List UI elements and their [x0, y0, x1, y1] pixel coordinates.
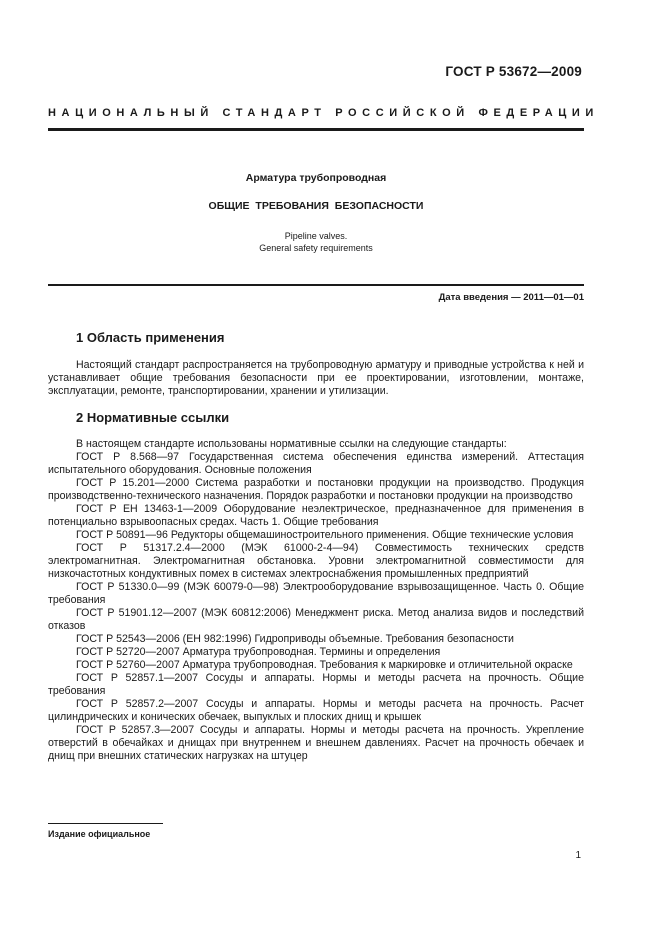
english-title-line1: Pipeline valves. — [284, 231, 348, 241]
english-title-line2: General safety requirements — [259, 243, 373, 253]
header-divider — [48, 128, 584, 131]
introduction-date: Дата введения — 2011—01—01 — [438, 292, 584, 303]
page-number: 1 — [575, 850, 581, 861]
reference-item: ГОСТ Р 15.201—2000 Система разработки и постановки продукции на производство. Продукция производственно-технического назначения. Порядок разработки и постановки продукции на производство — [48, 477, 584, 502]
reference-item: ГОСТ Р 52543—2006 (ЕН 982:1996) Гидроприводы объемные. Требования безопасности — [76, 633, 514, 645]
reference-item: ГОСТ Р 51901.12—2007 (МЭК 60812:2006) Менеджмент риска. Метод анализа видов и последствий отказов — [48, 607, 584, 632]
reference-item: ГОСТ Р 52857.1—2007 Сосуды и аппараты. Нормы и методы расчета на прочность. Общие требования — [48, 672, 584, 697]
english-title — [48, 230, 584, 254]
section-2-heading: 2 Нормативные ссылки — [76, 410, 230, 425]
title-divider — [48, 284, 584, 286]
section-1-text — [48, 359, 584, 398]
reference-item: ГОСТ Р 8.568—97 Государственная система обеспечения единства измерений. Аттестация испытательного оборудования. Основные положения — [48, 451, 584, 476]
paragraph: Настоящий стандарт распространяется на трубопроводную арматуру и приводные устройства к ней и устанавливает общие требования безопасности при ее проектировании, изготовлении, монтаже, эксплуатации, ремонте, транспортировании, хранении и утилизации. — [48, 359, 584, 397]
reference-item: ГОСТ Р 52857.2—2007 Сосуды и аппараты. Нормы и методы расчета на прочность. Расчет цилиндрических и конических обечаек, выпуклых и плоских днищ и крышек — [48, 698, 584, 723]
reference-item: ГОСТ Р 52720—2007 Арматура трубопроводная. Термины и определения — [76, 646, 441, 658]
section-1-heading: 1 Область применения — [76, 330, 225, 345]
footer-divider — [48, 823, 163, 824]
national-standard-title: НАЦИОНАЛЬНЫЙ СТАНДАРТ РОССИЙСКОЙ ФЕДЕРАЦИИ — [48, 107, 599, 119]
edition-label: Издание официальное — [48, 829, 151, 839]
references-list — [48, 438, 584, 763]
reference-item: ГОСТ Р 52857.3—2007 Сосуды и аппараты. Нормы и методы расчета на прочность. Укрепление отверстий в обечайках и днищах при внутреннем и внешнем давлениях. Расчет на прочность обечаек и днищ при внешних статических нагрузках на штуцер — [48, 724, 584, 762]
reference-item: ГОСТ Р 51330.0—99 (МЭК 60079-0—98) Электрооборудование взрывозащищенное. Часть 0. Общие требования — [48, 581, 584, 606]
document-subject: Арматура трубопроводная — [245, 172, 387, 184]
reference-item: ГОСТ Р ЕН 13463-1—2009 Оборудование неэлектрическое, предназначенное для применения в потенциально взрывоопасных средах. Часть 1. Общие требования — [48, 503, 584, 528]
reference-item: ГОСТ Р 52760—2007 Арматура трубопроводная. Требования к маркировке и отличительной окраске — [76, 659, 573, 671]
gost-code: ГОСТ Р 53672—2009 — [445, 64, 582, 79]
document-title: ОБЩИЕ ТРЕБОВАНИЯ БЕЗОПАСНОСТИ — [208, 200, 424, 212]
references-intro: В настоящем стандарте использованы нормативные ссылки на следующие стандарты: — [76, 438, 507, 450]
reference-item: ГОСТ Р 50891—96 Редукторы общемашиностроительного применения. Общие технические условия — [76, 529, 574, 541]
reference-item: ГОСТ Р 51317.2.4—2000 (МЭК 61000-2-4—94) Совместимость технических средств электромагнитная. Электромагнитная обстановка. Уровни электромагнитной совместимости для низкочастотных кондуктивных помех в системах электроснабжения промышленных предприятий — [48, 542, 584, 580]
